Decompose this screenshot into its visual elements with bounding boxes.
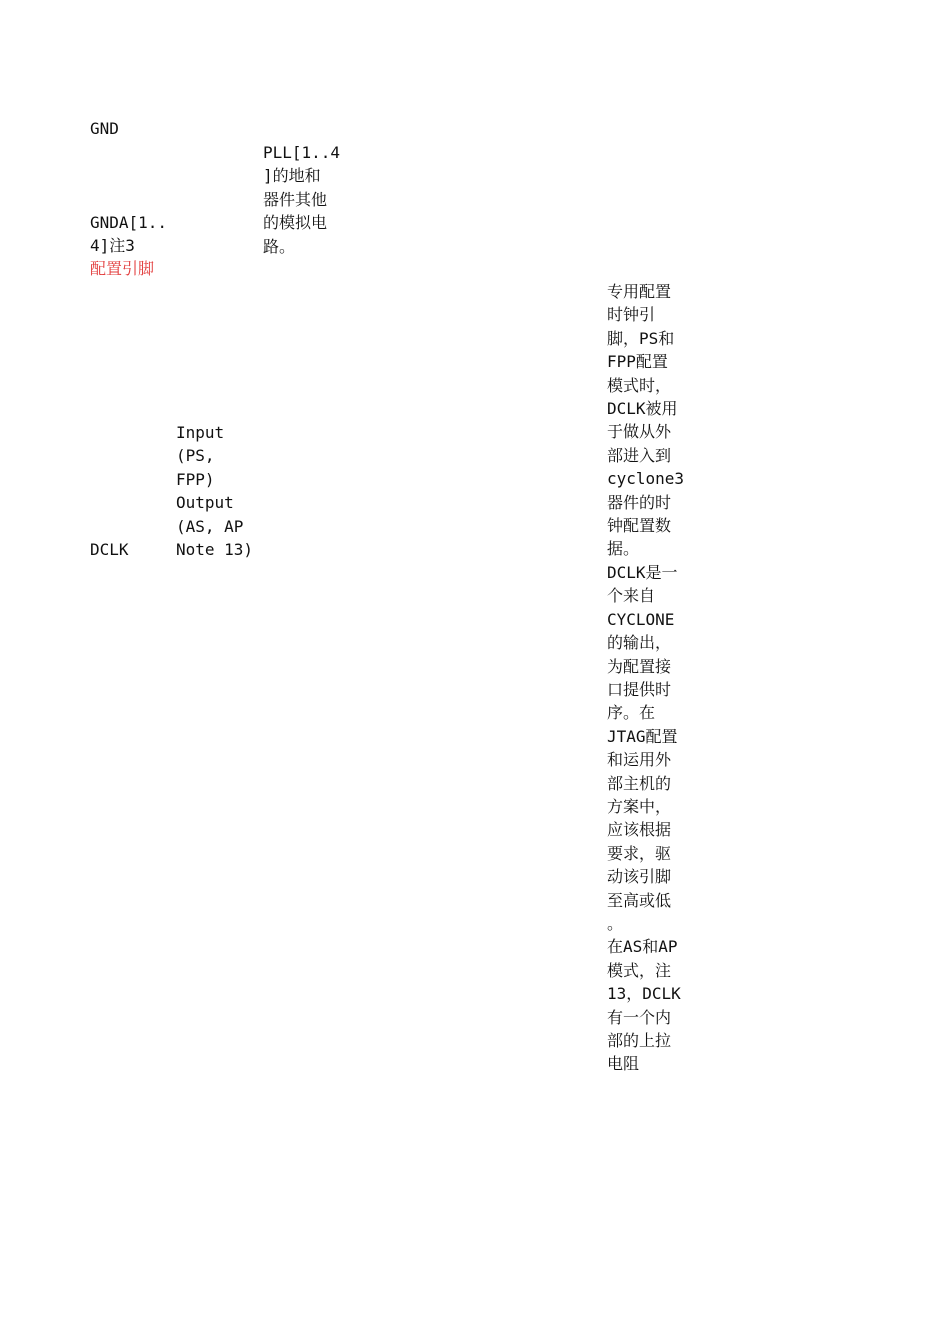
gnda-pin-name: GNDA[1.. 4]注3: [90, 213, 168, 256]
config-pins-section-title: 配置引脚: [90, 259, 155, 278]
dclk-description: 专用配置 时钟引 脚，PS和 FPP配置 模式时， DCLK被用 于做从外 部进入到 cyclone3 器件的时 钟配置数 据。 DCLK是一 个来自 CYCLONE 的输出， 为配置接 口提供时 序。在 JTAG配置 和运用外 部主机的 方案中， 应该根据 要求，驱 动该引脚 至高或低 。 在AS和AP 模式，注 13，DCLK 有一个内 部的上拉 电阻: [607, 282, 685, 1074]
dclk-pin-name: DCLK: [90, 540, 129, 559]
gnd-pin-name: GND: [90, 119, 119, 138]
dclk-io-type: Input (PS, FPP) Output (AS, AP Note 13): [176, 423, 254, 560]
gnda-description: PLL[1..4 ]的地和 器件其他 的模拟电 路。: [263, 143, 341, 256]
